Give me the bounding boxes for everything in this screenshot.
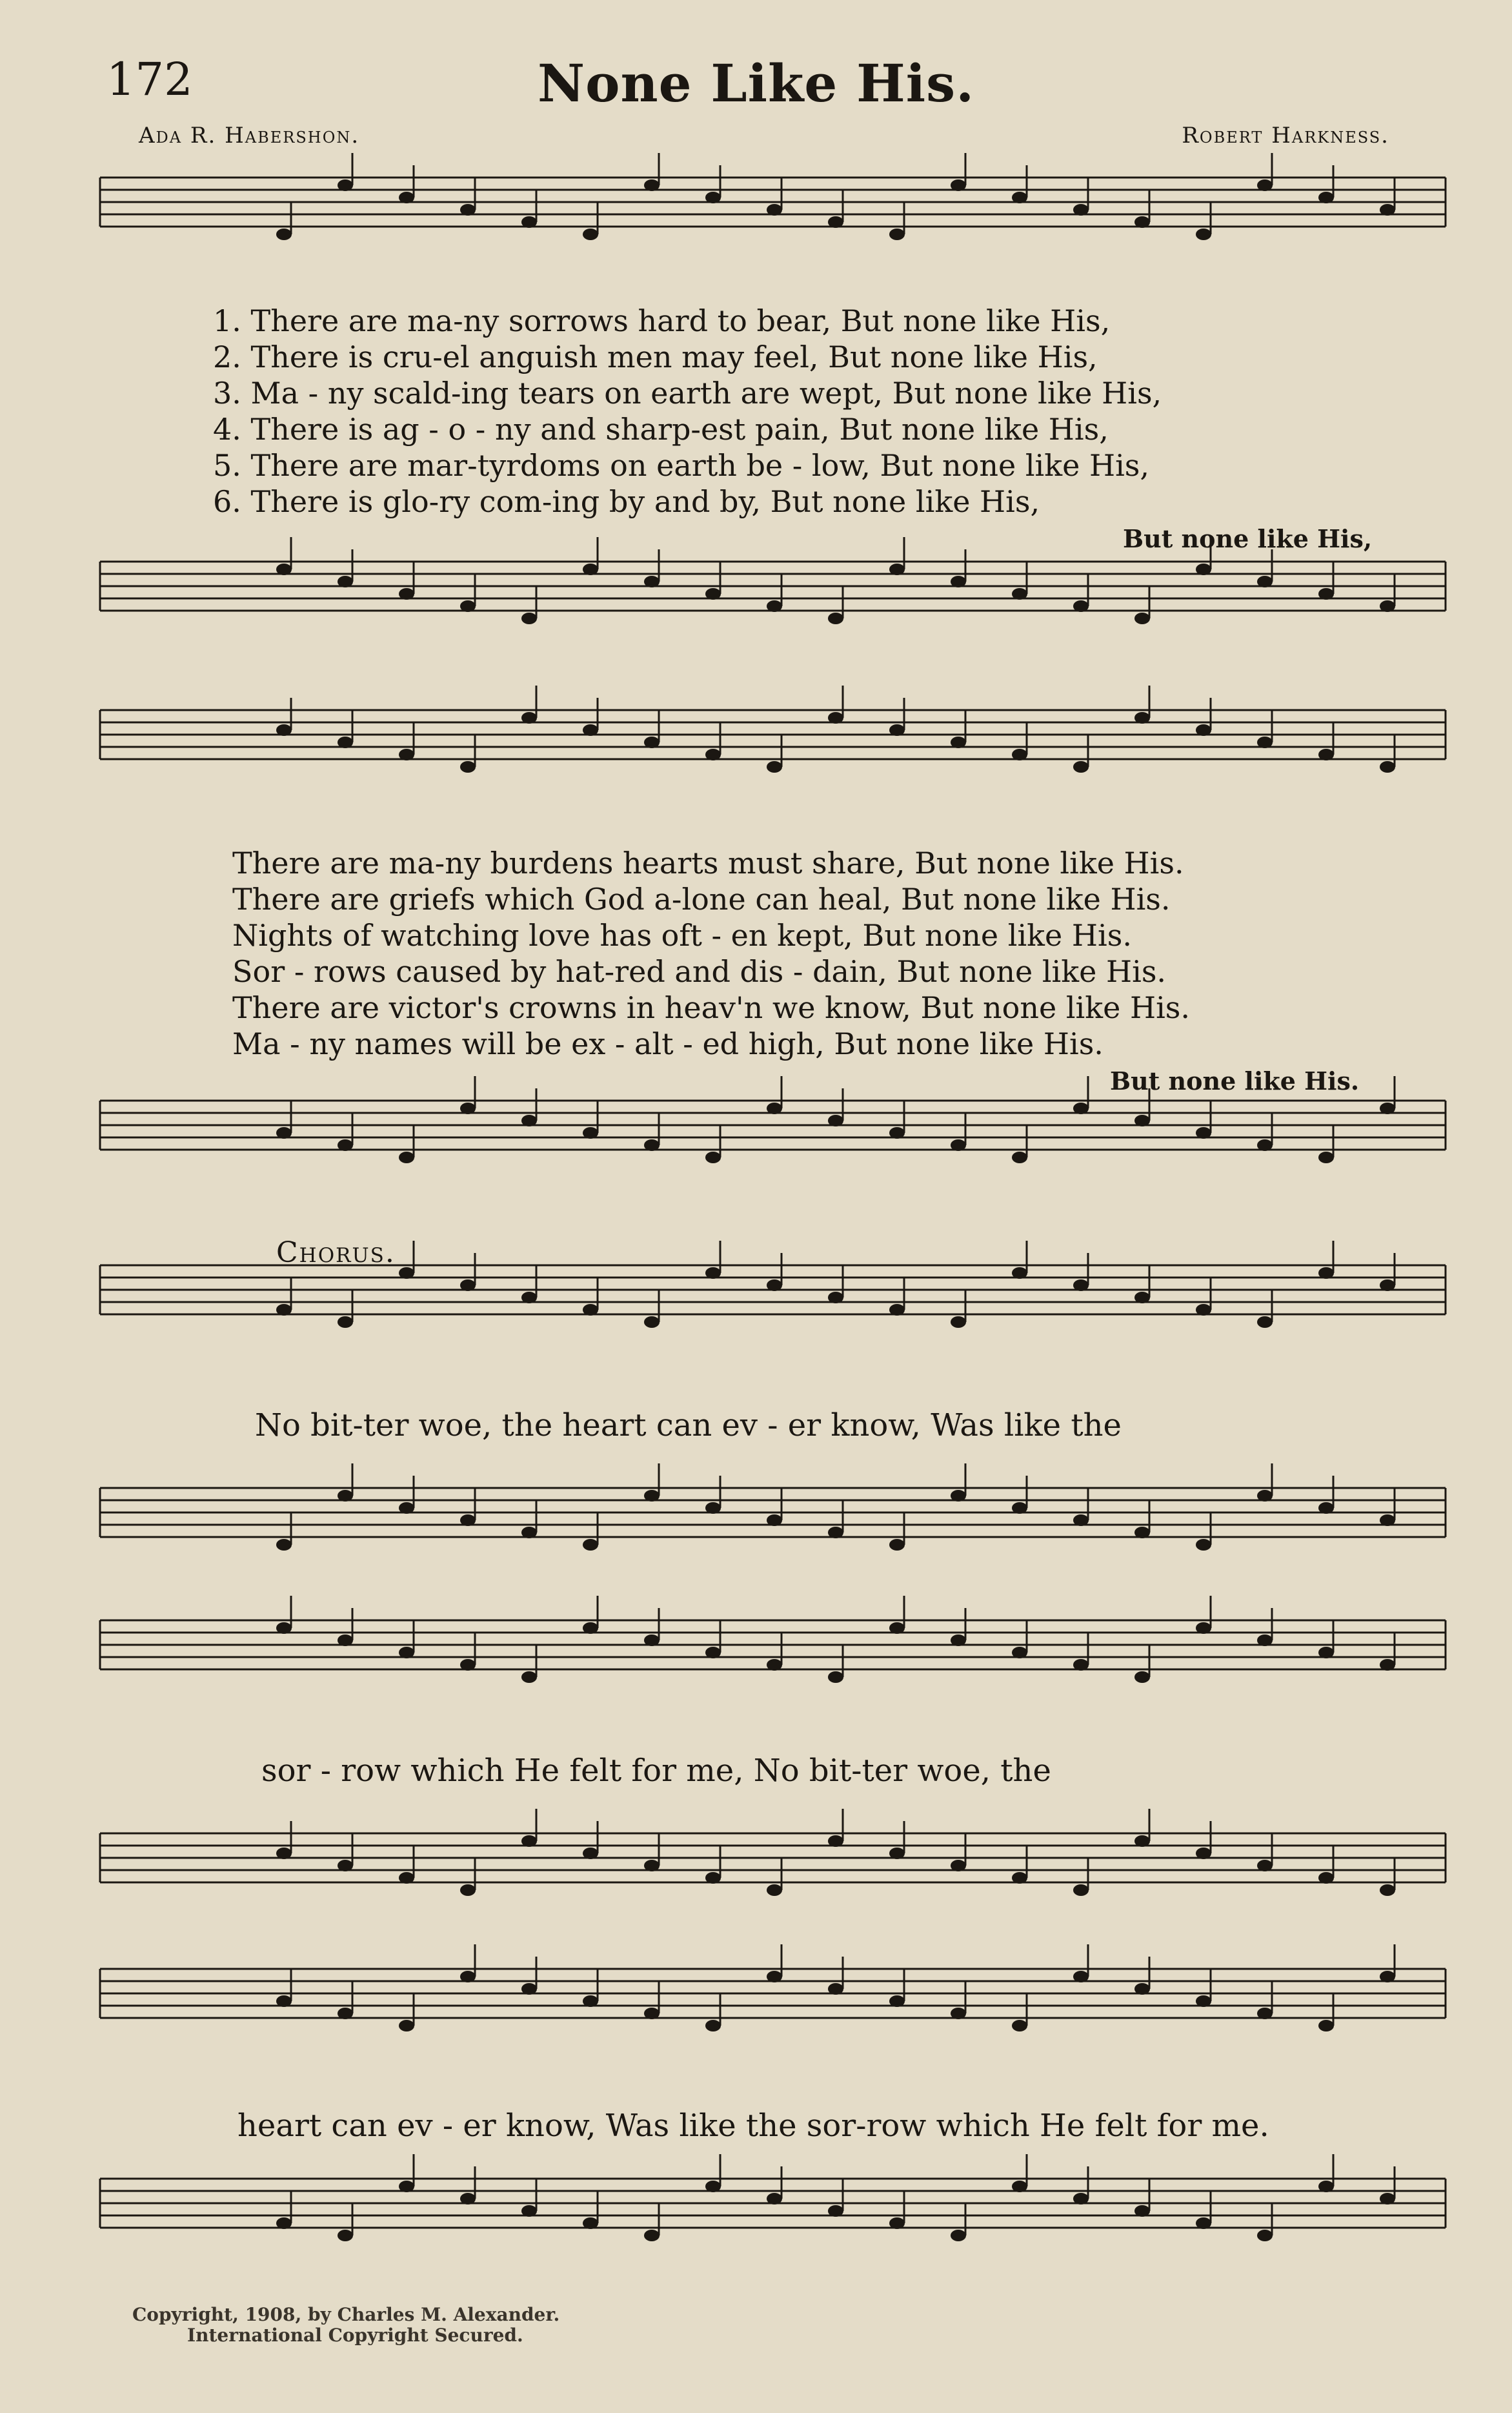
composer-credit: Robert Harkness. — [1182, 123, 1389, 148]
verse-1-line-b: There are ma-ny burdens hearts must share, But none like His. — [232, 846, 1184, 881]
verse-6-line-a: 6. There is glo-ry com-ing by and by, But none like His, — [213, 484, 1040, 519]
verse-4-line-b: Sor - rows caused by hat-red and dis - dain, But none like His. — [232, 954, 1167, 989]
alt-refrain-1: But none like His, — [1123, 524, 1373, 553]
alt-refrain-2: But none like His. — [1110, 1066, 1360, 1095]
copyright-line-1: Copyright, 1908, by Charles M. Alexander. — [132, 2304, 560, 2325]
verse-2-line-a: 2. There is cru-el anguish men may feel, But none like His, — [213, 340, 1098, 374]
author-credit: Ada R. Habershon. — [139, 123, 360, 148]
verse-3-line-a: 3. Ma - ny scald-ing tears on earth are wept, But none like His, — [213, 376, 1162, 411]
chorus-label: Chorus. — [276, 1236, 396, 1269]
hymn-title: None Like His. — [537, 53, 975, 114]
chorus-line-1: No bit-ter woe, the heart can ev - er know, Was like the — [255, 1407, 1122, 1443]
verse-3-line-b: Nights of watching love has oft - en kept, But none like His. — [232, 918, 1132, 953]
verse-6-line-b: Ma - ny names will be ex - alt - ed high, But none like His. — [232, 1026, 1104, 1061]
verses-part1 — [213, 303, 1162, 520]
chorus-line-3: heart can ev - er know, Was like the sor-row which He felt for me. — [237, 2108, 1269, 2144]
verse-2-line-b: There are griefs which God a-lone can heal, But none like His. — [232, 882, 1171, 917]
verse-5-line-b: There are victor's crowns in heav'n we know, But none like His. — [232, 990, 1191, 1025]
hymn-number: 172 — [106, 53, 193, 106]
verses-part2 — [232, 846, 1190, 1063]
verse-5-line-a: 5. There are mar-tyrdoms on earth be - low, But none like His, — [213, 448, 1150, 483]
copyright-notice — [132, 2305, 559, 2346]
chorus-line-2: sor - row which He felt for me, No bit-ter woe, the — [261, 1753, 1051, 1789]
verse-1-line-a: 1. There are ma-ny sorrows hard to bear, But none like His, — [213, 303, 1111, 338]
copyright-line-2: International Copyright Secured. — [187, 2325, 523, 2346]
verse-4-line-a: 4. There is ag - o - ny and sharp-est pain, But none like His, — [213, 412, 1109, 447]
